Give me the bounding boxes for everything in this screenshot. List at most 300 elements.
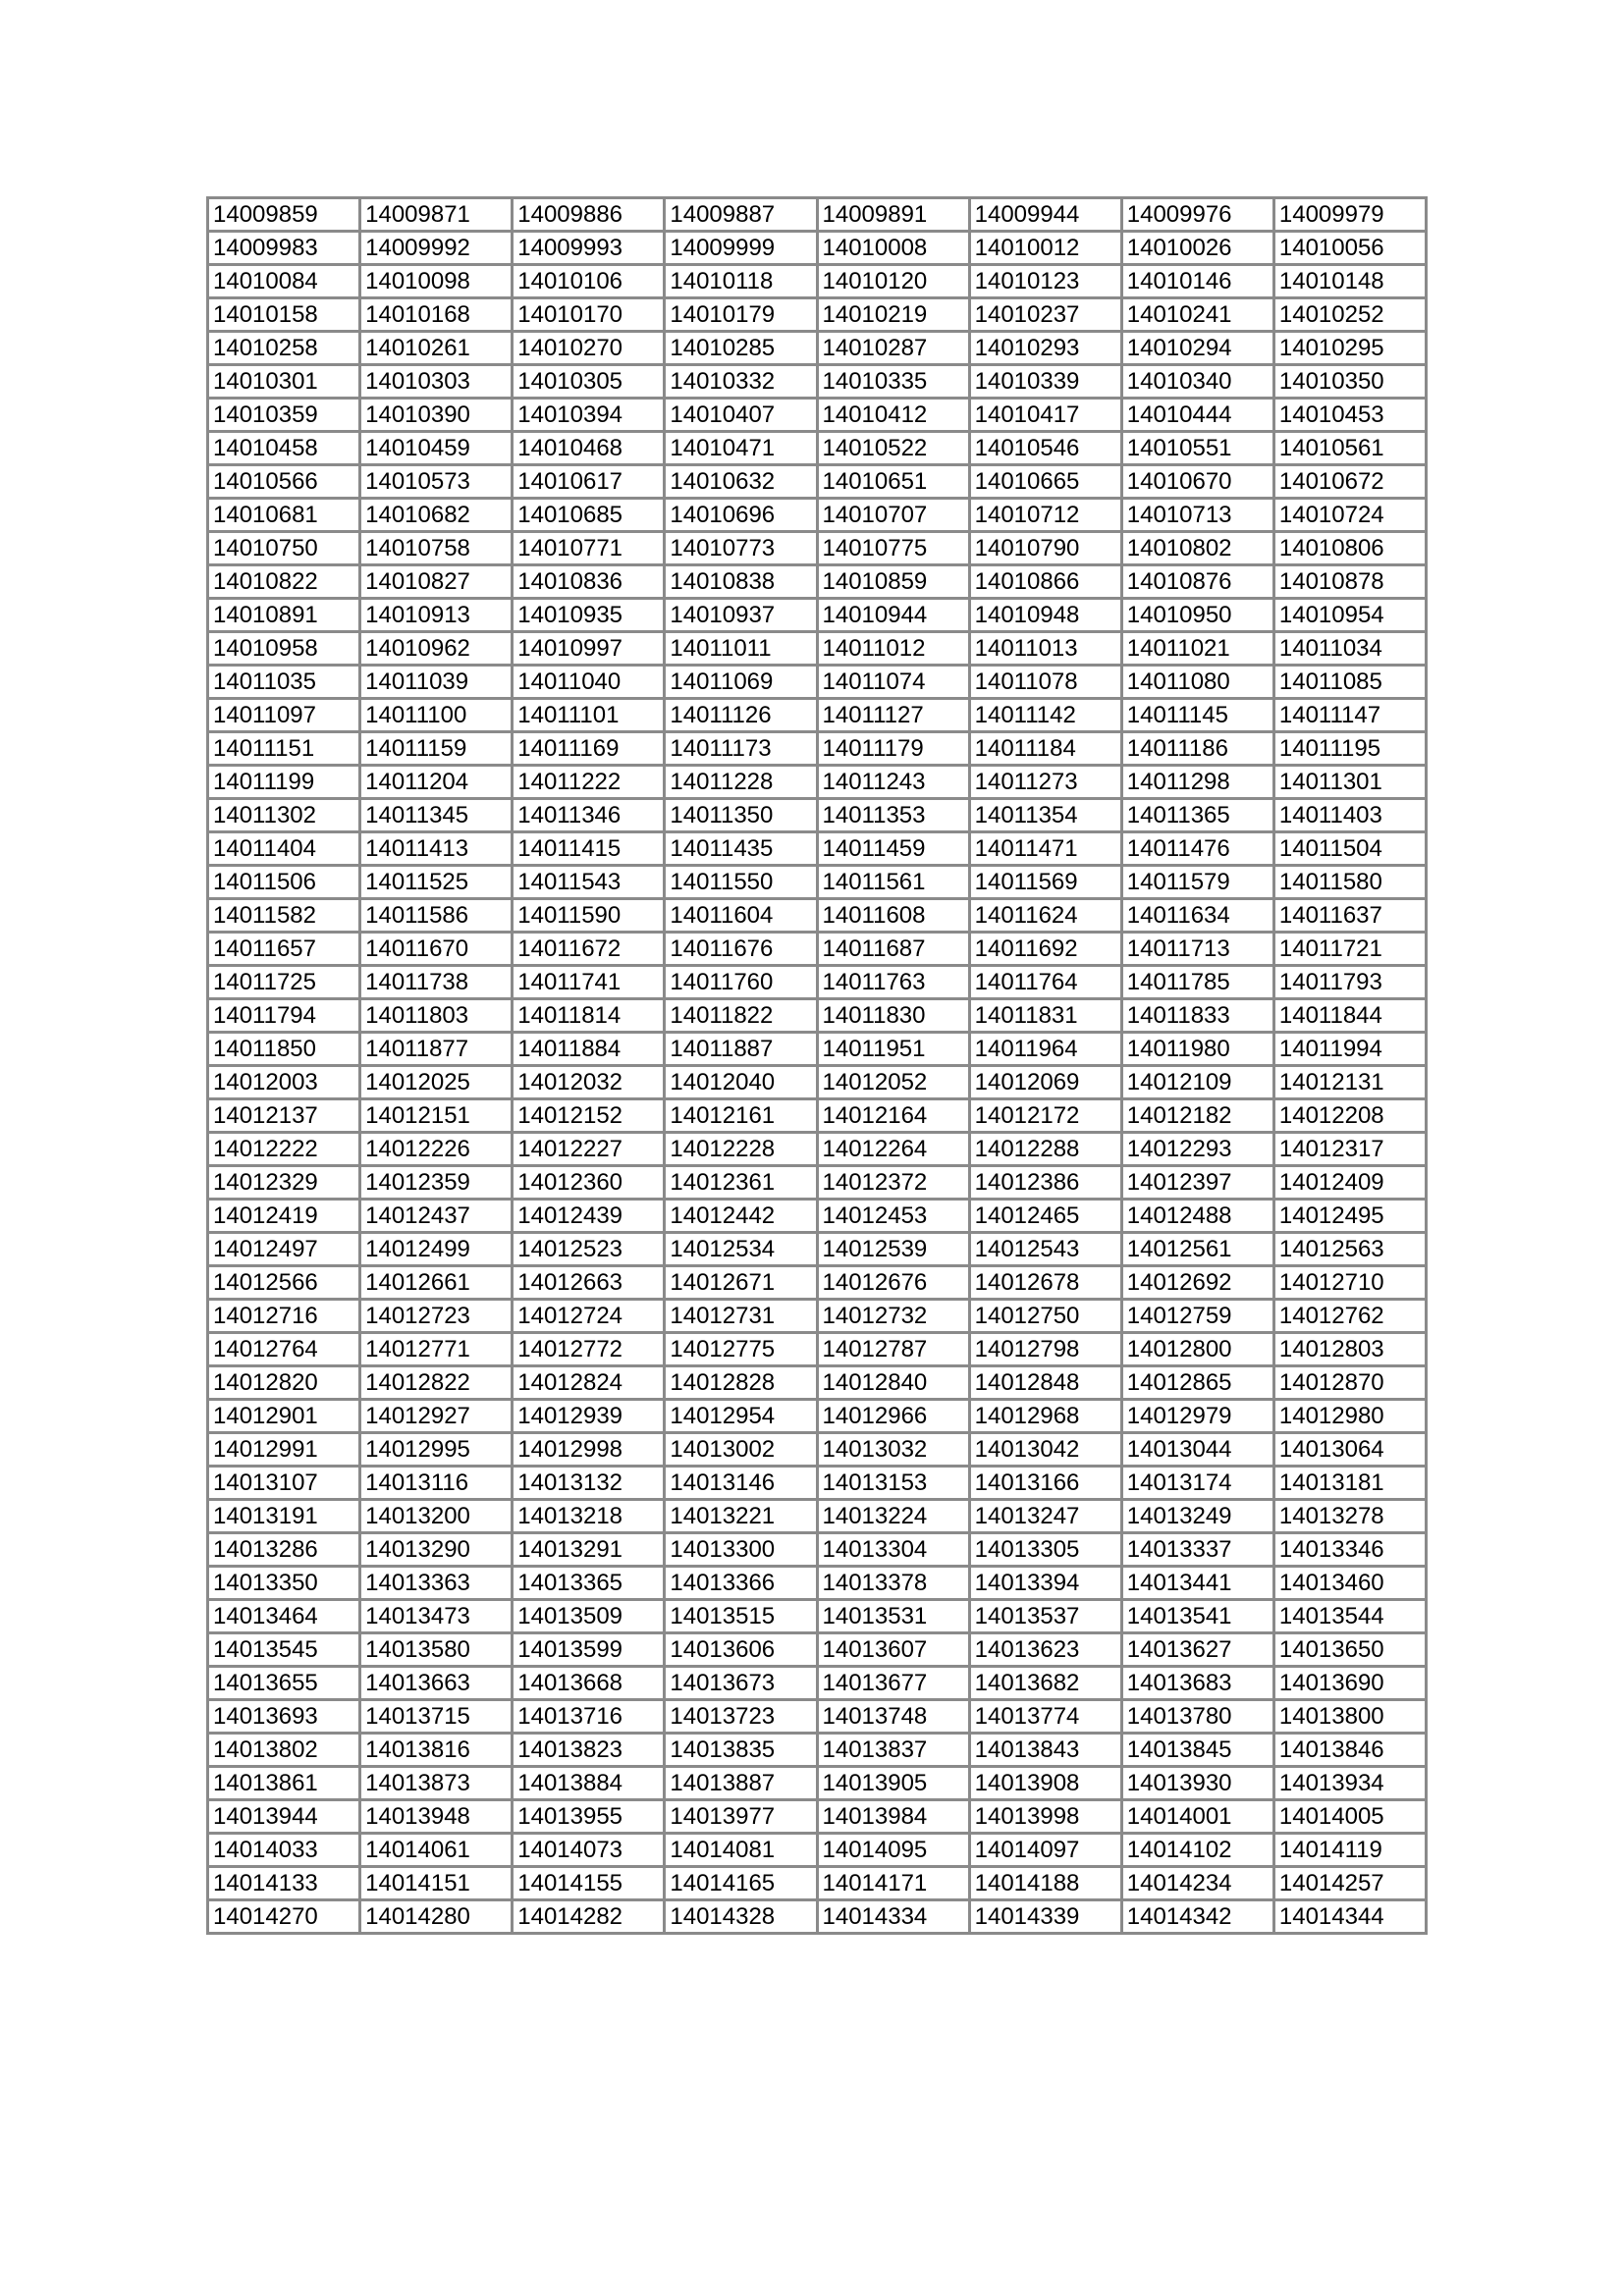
table-cell: 14012732 [817,1300,969,1333]
table-cell: 14014344 [1273,1900,1426,1934]
table-cell: 14012359 [360,1166,513,1200]
table-cell: 14014342 [1121,1900,1273,1934]
table-cell: 14012710 [1273,1266,1426,1300]
table-cell: 14012534 [665,1233,817,1266]
table-cell: 14011021 [1121,632,1273,666]
table-cell: 14011040 [513,666,665,699]
table-cell: 14013905 [817,1767,969,1800]
table-cell: 14013682 [969,1667,1121,1700]
table-cell: 14013800 [1273,1700,1426,1734]
table-cell: 14012803 [1273,1333,1426,1366]
table-cell: 14012222 [208,1133,360,1166]
table-cell: 14011590 [513,899,665,933]
table-cell: 14013509 [513,1600,665,1633]
table-cell: 14010551 [1121,432,1273,465]
table-cell: 14012661 [360,1266,513,1300]
table-cell: 14013221 [665,1500,817,1533]
table-cell: 14011794 [208,999,360,1033]
table-cell: 14012488 [1121,1200,1273,1233]
table-cell: 14013607 [817,1633,969,1667]
number-table [206,196,1428,1935]
table-cell: 14012543 [969,1233,1121,1266]
table-cell: 14010944 [817,599,969,632]
table-cell: 14013249 [1121,1500,1273,1533]
table-cell: 14014001 [1121,1800,1273,1834]
table-cell: 14012762 [1273,1300,1426,1333]
table-cell: 14010412 [817,399,969,432]
table-cell: 14012161 [665,1099,817,1133]
table-cell: 14011126 [665,699,817,732]
table-cell: 14013247 [969,1500,1121,1533]
table-cell: 14010340 [1121,365,1273,399]
table-row [208,1166,1427,1200]
table-cell: 14011844 [1273,999,1426,1033]
table-row [208,232,1427,265]
table-row [208,1800,1427,1834]
table-cell: 14011586 [360,899,513,933]
table-cell: 14010713 [1121,499,1273,532]
table-cell: 14011561 [817,866,969,899]
table-cell: 14010632 [665,465,817,499]
table-cell: 14011692 [969,933,1121,966]
table-cell: 14013861 [208,1767,360,1800]
table-cell: 14012939 [513,1400,665,1433]
table-cell: 14011365 [1121,799,1273,832]
table-cell: 14013291 [513,1533,665,1567]
table-cell: 14010651 [817,465,969,499]
table-cell: 14013515 [665,1600,817,1633]
table-cell: 14011403 [1273,799,1426,832]
table-row [208,1700,1427,1734]
table-cell: 14011994 [1273,1033,1426,1066]
table-cell: 14012137 [208,1099,360,1133]
table-cell: 14011738 [360,966,513,999]
table-cell: 14010170 [513,298,665,332]
table-cell: 14012798 [969,1333,1121,1366]
table-row [208,1900,1427,1934]
table-cell: 14010359 [208,399,360,432]
table-cell: 14012723 [360,1300,513,1333]
table-cell: 14012164 [817,1099,969,1133]
table-row [208,565,1427,599]
table-row [208,1734,1427,1767]
table-cell: 14013363 [360,1567,513,1600]
table-row [208,532,1427,565]
table-cell: 14010106 [513,265,665,298]
table-cell: 14009871 [360,198,513,232]
table-cell: 14013716 [513,1700,665,1734]
table-cell: 14012840 [817,1366,969,1400]
table-cell: 14012499 [360,1233,513,1266]
table-cell: 14013200 [360,1500,513,1533]
table-cell: 14013300 [665,1533,817,1567]
table-cell: 14012750 [969,1300,1121,1333]
table-cell: 14011301 [1273,766,1426,799]
table-cell: 14013623 [969,1633,1121,1667]
table-cell: 14013748 [817,1700,969,1734]
table-cell: 14010771 [513,532,665,565]
table-row [208,1233,1427,1266]
table-cell: 14012152 [513,1099,665,1133]
table-cell: 14013944 [208,1800,360,1834]
table-cell: 14012824 [513,1366,665,1400]
table-cell: 14011346 [513,799,665,832]
table-cell: 14011012 [817,632,969,666]
table-row [208,265,1427,298]
table-cell: 14011476 [1121,832,1273,866]
table-cell: 14011074 [817,666,969,699]
table-cell: 14010301 [208,365,360,399]
table-cell: 14013286 [208,1533,360,1567]
table-cell: 14013802 [208,1734,360,1767]
table-cell: 14010859 [817,565,969,599]
table-cell: 14011579 [1121,866,1273,899]
table-cell: 14013627 [1121,1633,1273,1667]
table-row [208,1333,1427,1366]
table-cell: 14011186 [1121,732,1273,766]
table-cell: 14013846 [1273,1734,1426,1767]
table-cell: 14012995 [360,1433,513,1467]
table-cell: 14011580 [1273,866,1426,899]
table-cell: 14011222 [513,766,665,799]
table-cell: 14012437 [360,1200,513,1233]
table-cell: 14012453 [817,1200,969,1233]
table-cell: 14010522 [817,432,969,465]
table-cell: 14013816 [360,1734,513,1767]
table-cell: 14014334 [817,1900,969,1934]
table-cell: 14012848 [969,1366,1121,1400]
table-cell: 14012820 [208,1366,360,1400]
table-cell: 14010294 [1121,332,1273,365]
table-cell: 14012208 [1273,1099,1426,1133]
table-cell: 14011039 [360,666,513,699]
table-cell: 14010685 [513,499,665,532]
table-cell: 14012003 [208,1066,360,1099]
table-cell: 14013366 [665,1567,817,1600]
table-cell: 14011793 [1273,966,1426,999]
table-row [208,1834,1427,1867]
table-cell: 14011159 [360,732,513,766]
table-cell: 14010758 [360,532,513,565]
table-row [208,1500,1427,1533]
table-cell: 14011506 [208,866,360,899]
table-cell: 14010750 [208,532,360,565]
table-cell: 14012032 [513,1066,665,1099]
table-cell: 14012439 [513,1200,665,1233]
table-cell: 14010866 [969,565,1121,599]
table-cell: 14010950 [1121,599,1273,632]
table-cell: 14013394 [969,1567,1121,1600]
table-row [208,1533,1427,1567]
table-cell: 14011980 [1121,1033,1273,1066]
table-cell: 14013473 [360,1600,513,1633]
table-cell: 14010962 [360,632,513,666]
table-row [208,766,1427,799]
table-cell: 14012227 [513,1133,665,1166]
table-row [208,1567,1427,1600]
table-cell: 14012927 [360,1400,513,1433]
table-cell: 14012865 [1121,1366,1273,1400]
table-cell: 14011525 [360,866,513,899]
table-cell: 14012822 [360,1366,513,1400]
table-cell: 14012052 [817,1066,969,1099]
table-cell: 14013599 [513,1633,665,1667]
table-cell: 14013116 [360,1467,513,1500]
table-cell: 14011228 [665,766,817,799]
table-cell: 14012800 [1121,1333,1273,1366]
table-cell: 14013690 [1273,1667,1426,1700]
table-row [208,1433,1427,1467]
table-cell: 14010806 [1273,532,1426,565]
table-cell: 14012419 [208,1200,360,1233]
table-cell: 14014081 [665,1834,817,1867]
table-cell: 14011298 [1121,766,1273,799]
table-cell: 14010459 [360,432,513,465]
table-cell: 14011459 [817,832,969,866]
table-cell: 14010158 [208,298,360,332]
table-cell: 14011273 [969,766,1121,799]
table-cell: 14012901 [208,1400,360,1433]
table-cell: 14009976 [1121,198,1273,232]
table-cell: 14010026 [1121,232,1273,265]
table-cell: 14012172 [969,1099,1121,1133]
table-cell: 14011184 [969,732,1121,766]
table-cell: 14012772 [513,1333,665,1366]
table-cell: 14010305 [513,365,665,399]
table-row [208,298,1427,332]
table-cell: 14012131 [1273,1066,1426,1099]
table-cell: 14013064 [1273,1433,1426,1467]
table-row [208,1099,1427,1133]
table-cell: 14010258 [208,332,360,365]
table-cell: 14013350 [208,1567,360,1600]
table-cell: 14014234 [1121,1867,1273,1900]
table-cell: 14010098 [360,265,513,298]
table-cell: 14010012 [969,232,1121,265]
table-cell: 14010335 [817,365,969,399]
table-cell: 14011676 [665,933,817,966]
table-cell: 14013955 [513,1800,665,1834]
table-cell: 14011302 [208,799,360,832]
table-cell: 14014280 [360,1900,513,1934]
table-cell: 14011204 [360,766,513,799]
table-cell: 14011850 [208,1033,360,1066]
table-cell: 14013166 [969,1467,1121,1500]
table-cell: 14013934 [1273,1767,1426,1800]
table-cell: 14014171 [817,1867,969,1900]
table-cell: 14010672 [1273,465,1426,499]
table-cell: 14011672 [513,933,665,966]
table-cell: 14009993 [513,232,665,265]
table-cell: 14013531 [817,1600,969,1633]
table-cell: 14011604 [665,899,817,933]
table-cell: 14010566 [208,465,360,499]
table-cell: 14011173 [665,732,817,766]
table-cell: 14009992 [360,232,513,265]
table-row [208,365,1427,399]
table-cell: 14010261 [360,332,513,365]
table-cell: 14010712 [969,499,1121,532]
table-cell: 14012966 [817,1400,969,1433]
table-cell: 14011763 [817,966,969,999]
table-cell: 14012870 [1273,1366,1426,1400]
table-cell: 14013843 [969,1734,1121,1767]
table-cell: 14010471 [665,432,817,465]
table-cell: 14010118 [665,265,817,298]
table-cell: 14010670 [1121,465,1273,499]
table-cell: 14011550 [665,866,817,899]
table-cell: 14012040 [665,1066,817,1099]
table-cell: 14011830 [817,999,969,1033]
table-cell: 14011179 [817,732,969,766]
table-row [208,332,1427,365]
table-cell: 14009983 [208,232,360,265]
table-cell: 14009891 [817,198,969,232]
table-row [208,933,1427,966]
table-cell: 14010168 [360,298,513,332]
table-cell: 14010876 [1121,565,1273,599]
table-cell: 14012787 [817,1333,969,1366]
table-cell: 14011011 [665,632,817,666]
table-cell: 14013655 [208,1667,360,1700]
table-row [208,1467,1427,1500]
table-cell: 14009999 [665,232,817,265]
table-cell: 14013774 [969,1700,1121,1734]
table-cell: 14011142 [969,699,1121,732]
table-cell: 14010878 [1273,565,1426,599]
table-cell: 14013837 [817,1734,969,1767]
table-cell: 14011741 [513,966,665,999]
table-cell: 14011101 [513,699,665,732]
table-cell: 14011354 [969,799,1121,832]
table-cell: 14012771 [360,1333,513,1366]
table-cell: 14012372 [817,1166,969,1200]
table-cell: 14014257 [1273,1867,1426,1900]
table-cell: 14013977 [665,1800,817,1834]
table-cell: 14011582 [208,899,360,933]
table-cell: 14012465 [969,1200,1121,1233]
table-row [208,1200,1427,1233]
table-cell: 14011814 [513,999,665,1033]
table-row [208,666,1427,699]
table-cell: 14014095 [817,1834,969,1867]
table-cell: 14011964 [969,1033,1121,1066]
table-cell: 14013365 [513,1567,665,1600]
table-cell: 14012678 [969,1266,1121,1300]
table-cell: 14012264 [817,1133,969,1166]
table-cell: 14010332 [665,365,817,399]
table-row [208,699,1427,732]
table-row [208,966,1427,999]
table-row [208,1033,1427,1066]
table-cell: 14013908 [969,1767,1121,1800]
table-row [208,1633,1427,1667]
table-cell: 14010407 [665,399,817,432]
table-cell: 14012539 [817,1233,969,1266]
table-cell: 14010270 [513,332,665,365]
table-cell: 14011624 [969,899,1121,933]
table-cell: 14010303 [360,365,513,399]
table-cell: 14010444 [1121,399,1273,432]
table-cell: 14012226 [360,1133,513,1166]
table-cell: 14010935 [513,599,665,632]
table-row [208,899,1427,933]
table-row [208,399,1427,432]
table-cell: 14013224 [817,1500,969,1533]
table-cell: 14011637 [1273,899,1426,933]
table-cell: 14012676 [817,1266,969,1300]
table-cell: 14011764 [969,966,1121,999]
table-cell: 14011877 [360,1033,513,1066]
table-cell: 14014133 [208,1867,360,1900]
table-cell: 14011884 [513,1033,665,1066]
table-cell: 14012361 [665,1166,817,1200]
table-row [208,432,1427,465]
table-cell: 14010285 [665,332,817,365]
table-row [208,832,1427,866]
table-cell: 14011657 [208,933,360,966]
table-cell: 14013174 [1121,1467,1273,1500]
table-cell: 14010056 [1273,232,1426,265]
table-cell: 14011145 [1121,699,1273,732]
table-cell: 14012288 [969,1133,1121,1166]
table-cell: 14013873 [360,1767,513,1800]
table-cell: 14010287 [817,332,969,365]
table-cell: 14013715 [360,1700,513,1734]
table-cell: 14013107 [208,1467,360,1500]
table-cell: 14014005 [1273,1800,1426,1834]
table-cell: 14013673 [665,1667,817,1700]
table-cell: 14010241 [1121,298,1273,332]
table-cell: 14013984 [817,1800,969,1834]
table-cell: 14010546 [969,432,1121,465]
table-cell: 14012764 [208,1333,360,1366]
table-cell: 14012317 [1273,1133,1426,1166]
table-cell: 14010295 [1273,332,1426,365]
table-cell: 14012228 [665,1133,817,1166]
table-cell: 14011069 [665,666,817,699]
table-cell: 14010696 [665,499,817,532]
table-cell: 14013835 [665,1734,817,1767]
table-cell: 14012724 [513,1300,665,1333]
table-cell: 14011404 [208,832,360,866]
table-cell: 14011687 [817,933,969,966]
table-cell: 14012663 [513,1266,665,1300]
table-cell: 14010773 [665,532,817,565]
table-cell: 14012025 [360,1066,513,1099]
table-cell: 14012497 [208,1233,360,1266]
table-cell: 14013032 [817,1433,969,1467]
table-cell: 14013580 [360,1633,513,1667]
table-cell: 14011504 [1273,832,1426,866]
table-row [208,599,1427,632]
table-cell: 14012998 [513,1433,665,1467]
table-cell: 14011013 [969,632,1121,666]
table-cell: 14010179 [665,298,817,332]
table-cell: 14010453 [1273,399,1426,432]
table-cell: 14010293 [969,332,1121,365]
table-cell: 14013146 [665,1467,817,1500]
table-cell: 14009944 [969,198,1121,232]
table-cell: 14010948 [969,599,1121,632]
table-cell: 14013693 [208,1700,360,1734]
table-cell: 14012954 [665,1400,817,1433]
table-cell: 14011713 [1121,933,1273,966]
table-cell: 14011543 [513,866,665,899]
table-cell: 14010008 [817,232,969,265]
table-row [208,1600,1427,1633]
table-cell: 14011725 [208,966,360,999]
